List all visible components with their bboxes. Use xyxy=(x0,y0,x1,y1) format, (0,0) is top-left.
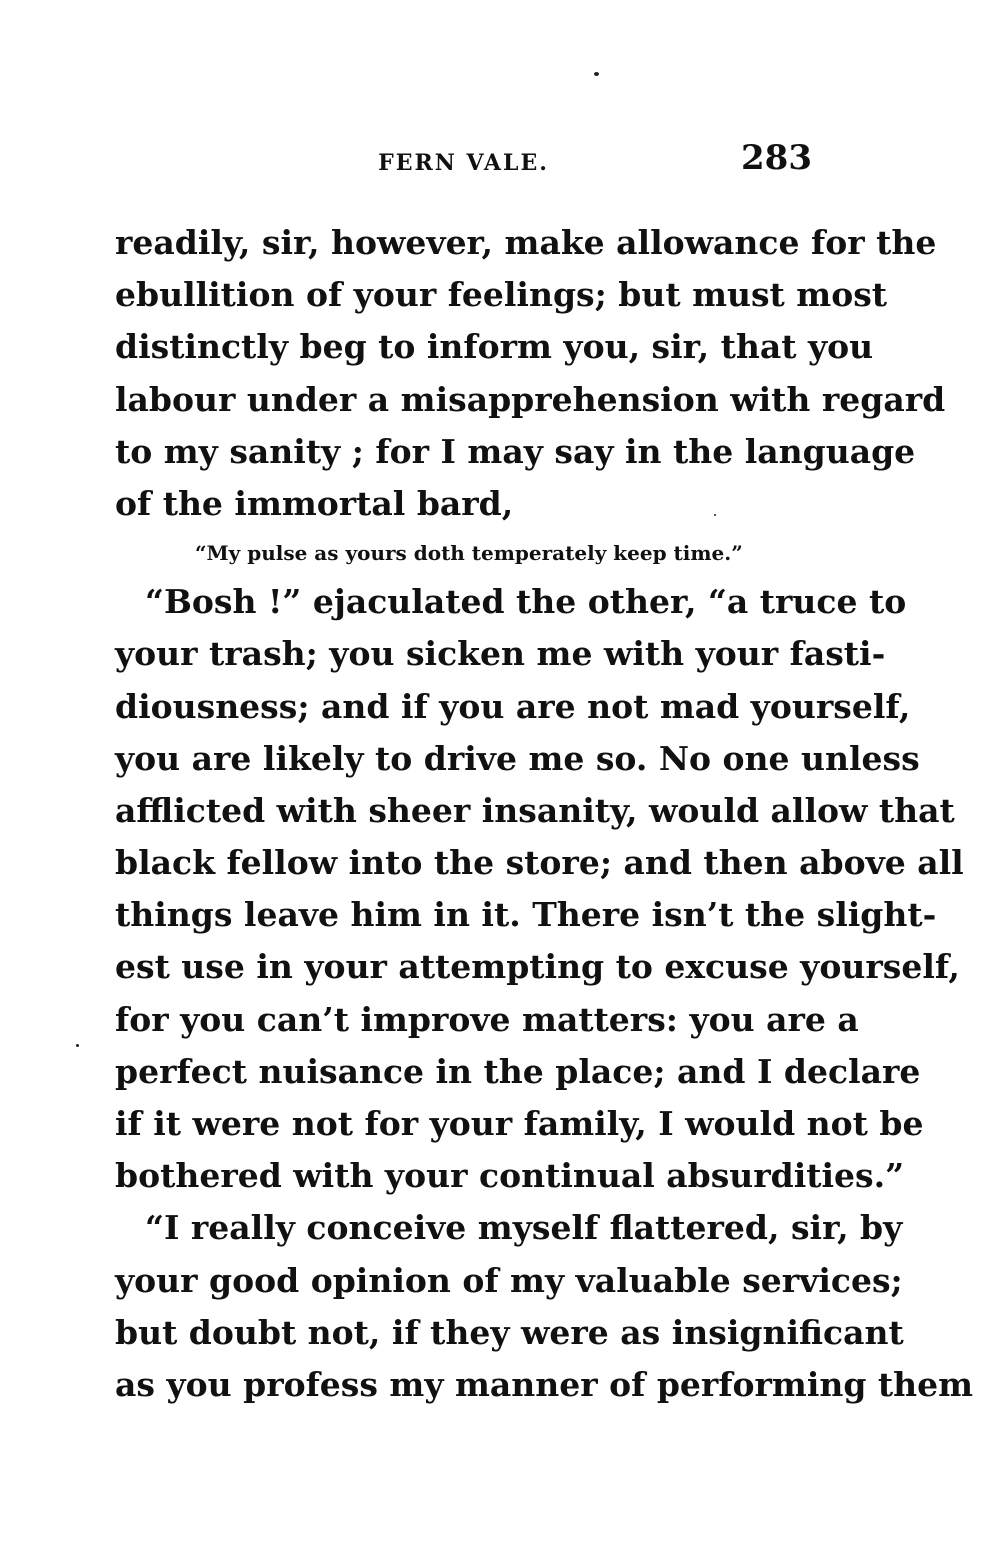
text-line: black fellow into the store; and then above all xyxy=(115,843,964,883)
text-line: to my sanity ; for I may say in the language xyxy=(115,431,916,471)
text-line: things leave him in it. There isn’t the slight- xyxy=(115,895,937,935)
text-line: labour under a misapprehension with regard xyxy=(115,379,946,419)
text-line: as you profess my manner of performing them xyxy=(115,1364,974,1404)
text-line: bothered with your continual absurdities.” xyxy=(115,1156,905,1196)
ink-speck xyxy=(76,1044,79,1047)
text-line: est use in your attempting to excuse yourself, xyxy=(115,947,960,987)
page-number: 283 xyxy=(741,138,812,178)
running-title: FERN VALE. xyxy=(378,150,549,176)
text-line: but doubt not, if they were as insignificant xyxy=(115,1312,904,1352)
text-line: ebullition of your feelings; but must most xyxy=(115,275,888,315)
text-line: “Bosh !” ejaculated the other, “a truce to xyxy=(145,582,907,622)
text-line: diousness; and if you are not mad yourself, xyxy=(115,686,911,726)
text-line: for you can’t improve matters: you are a xyxy=(115,999,859,1039)
page-header xyxy=(115,138,812,186)
text-line: readily, sir, however, make allowance for the xyxy=(115,223,937,262)
text-line: afflicted with sheer insanity, would allow that xyxy=(115,790,955,830)
text-line: if it were not for your family, I would not be xyxy=(115,1104,924,1143)
text-line: your good opinion of my valuable services; xyxy=(115,1260,903,1300)
body-text xyxy=(115,217,974,1411)
ink-speck xyxy=(594,72,599,76)
text-line: you are likely to drive me so. No one unless xyxy=(115,738,920,778)
text-line: distinctly beg to inform you, sir, that you xyxy=(115,327,874,367)
verse-quotation: “My pulse as yours doth temperately keep time.” xyxy=(195,541,743,566)
text-line: your trash; you sicken me with your fasti- xyxy=(115,634,886,674)
text-line: “I really conceive myself flattered, sir, by xyxy=(145,1208,903,1248)
text-line: of the immortal bard, xyxy=(115,483,514,523)
text-line: perfect nuisance in the place; and I declare xyxy=(115,1051,921,1091)
